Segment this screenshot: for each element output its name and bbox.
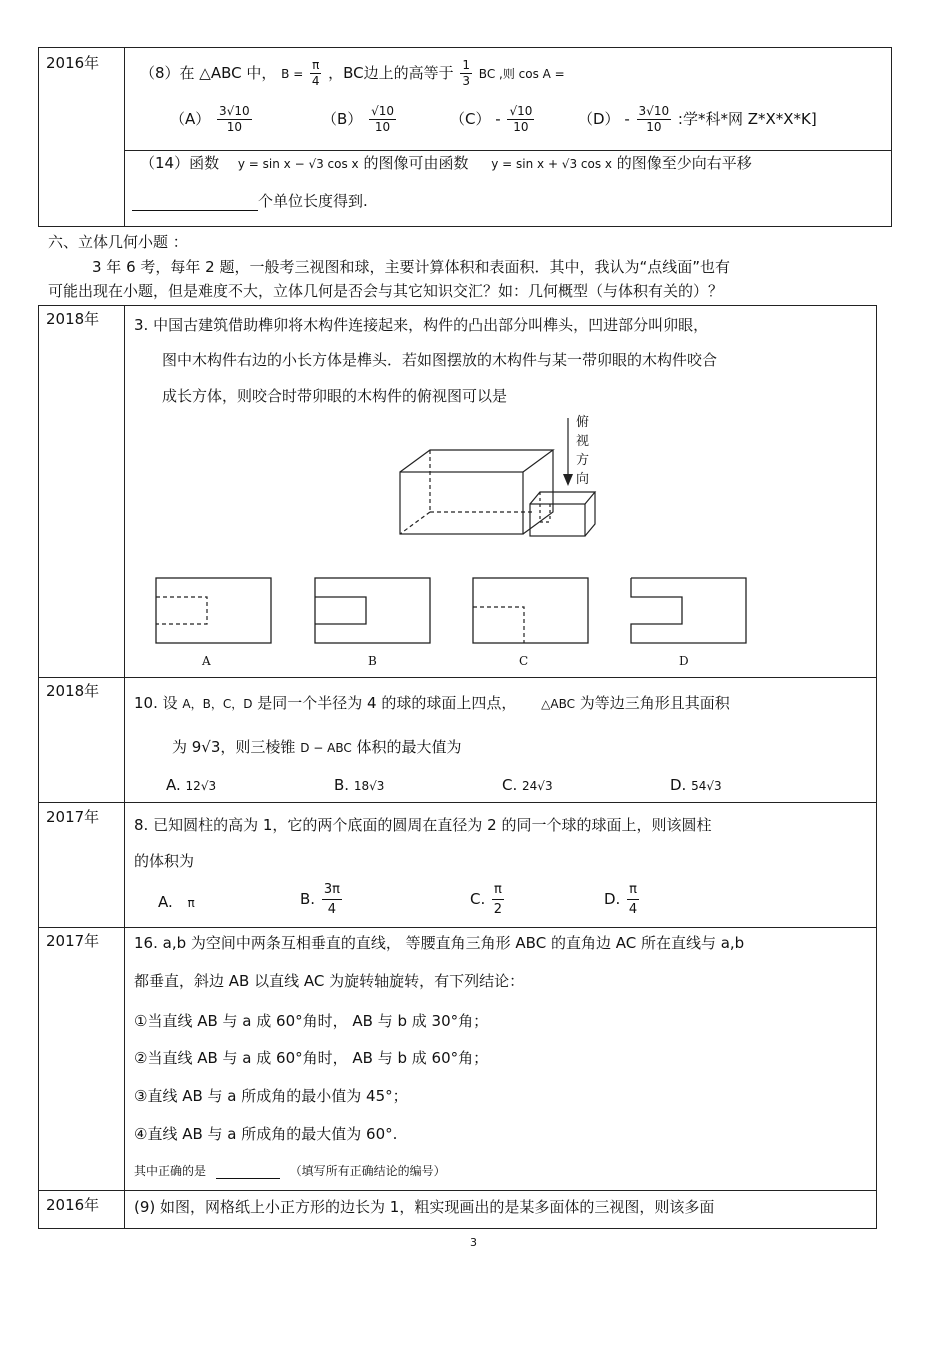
section-title: 六、立体几何小题 ： (48, 233, 188, 251)
row4-item4: ④直线 AB 与 a 所成角的最大值为 60°. (134, 1125, 398, 1143)
row2-option-d: D. 54√3 (670, 776, 722, 794)
row-sep-4 (38, 1190, 877, 1191)
row-sep-3 (38, 927, 877, 928)
row1-year: 2018年 (46, 310, 100, 328)
row1-line2: 图中木构件右边的小长方体是榫头．若如图摆放的木构件与某一带卯眼的木构件咬合 (162, 351, 718, 369)
row3-option-b: B. $\frac{3\pi}{4}$ (300, 882, 340, 917)
main-table-divider (124, 305, 125, 1229)
row3-option-a: A. π (158, 893, 195, 911)
q8-option-d: （D） - $\frac{3√10}{10}$ :学*科*网 Z*X*X*K] (578, 104, 817, 134)
row3-option-c: C. $\frac{\pi}{2}$ (470, 882, 503, 917)
row4-year: 2017年 (46, 932, 100, 950)
choice-a-figure (155, 577, 273, 645)
row2-option-a: A. 12√3 (166, 776, 217, 794)
q14-line2: 个单位长度得到. (132, 190, 368, 211)
intro-line1: 3 年 6 考，每年 2 题，一般考三视图和球，主要计算体积和表面积．其中，我认为“点线面”也有 (92, 258, 731, 276)
q8-option-a: （A） $\frac{3√10}{10}$ (170, 104, 250, 134)
row3-year: 2017年 (46, 808, 100, 826)
row4-note: 其中正确的是 （填写所有正确结论的编号） (134, 1164, 446, 1178)
view-direction-arrow (561, 418, 575, 488)
choice-c-figure (472, 577, 590, 645)
row1-line1: 3. 中国古建筑借助榫卯将木构件连接起来，构件的凸出部分叫榫头，凹进部分叫卯眼， (134, 316, 709, 334)
row4-line2: 都垂直，斜边 AB 以直线 AC 为旋转轴旋转，有下列结论： (134, 972, 525, 990)
q8-option-c: （C） - $\frac{√10}{10}$ (450, 104, 533, 134)
row4-item3: ③直线 AB 与 a 所成角的最小值为 45°； (134, 1087, 408, 1105)
row2-option-b: B. 18√3 (334, 776, 385, 794)
page-number: 3 (470, 1236, 477, 1249)
choice-b-figure (314, 577, 432, 645)
q14-line1: （14）函数 y = sin x − √3 cos x 的图像可由函数 y = sin x + √3 cos x 的图像至少向右平移 (140, 154, 752, 172)
top-table-divider (124, 47, 125, 227)
top-table-row-sep (124, 150, 892, 151)
q8-stem: （8）在 △ABC 中， B = $\frac{\pi}{4}$ ，BC边上的高等于 $\frac{1}{3}$ BC ,则 cos A = (140, 58, 565, 88)
row5-line1: (9) 如图，网格纸上小正方形的边长为 1，粗实现画出的是某多面体的三视图，则该多面 (134, 1198, 715, 1216)
answer-blank (216, 1164, 280, 1179)
row3-line2: 的体积为 (134, 852, 195, 870)
row2-year: 2018年 (46, 682, 100, 700)
row3-line1: 8. 已知圆柱的高为 1，它的两个底面的圆周在直径为 2 的同一个球的球面上，则该圆柱 (134, 816, 712, 834)
row4-item1: ①当直线 AB 与 a 成 60°角时， AB 与 b 成 30°角； (134, 1012, 489, 1030)
choice-b-label: B (368, 654, 377, 668)
top-year: 2016年 (46, 54, 100, 72)
choice-c-label: C (519, 654, 529, 668)
row-sep-2 (38, 802, 877, 803)
choice-d-label: D (679, 654, 689, 668)
answer-blank (132, 192, 258, 211)
row5-year: 2016年 (46, 1196, 100, 1214)
row2-line1: 10. 设 A，B，C，D 是同一个半径为 4 的球的球面上四点， △ABC 为等边三角形且其面积 (134, 694, 730, 712)
row1-line3: 成长方体，则咬合时带卯眼的木构件的俯视图可以是 (162, 387, 508, 405)
row-sep-1 (38, 677, 877, 678)
row2-line2: 为 9√3，则三棱锥 D − ABC 体积的最大值为 (172, 738, 462, 756)
row3-option-d: D. $\frac{\pi}{4}$ (604, 882, 638, 917)
row4-line1: 16. a,b 为空间中两条互相垂直的直线， 等腰直角三角形 ABC 的直角边 AC 所在直线与 a,b (134, 934, 745, 952)
choice-a-label: A (202, 654, 211, 668)
row4-item2: ②当直线 AB 与 a 成 60°角时， AB 与 b 成 60°角； (134, 1049, 489, 1067)
row2-option-c: C. 24√3 (502, 776, 553, 794)
q8-option-b: （B） $\frac{√10}{10}$ (322, 104, 394, 134)
choice-d-figure (630, 577, 748, 645)
view-direction-label: 俯 视 方 向 (576, 415, 590, 487)
intro-line2: 可能出现在小题，但是难度不大，立体几何是否会与其它知识交汇？如：几何概型（与体积有关的）？ (48, 282, 724, 300)
